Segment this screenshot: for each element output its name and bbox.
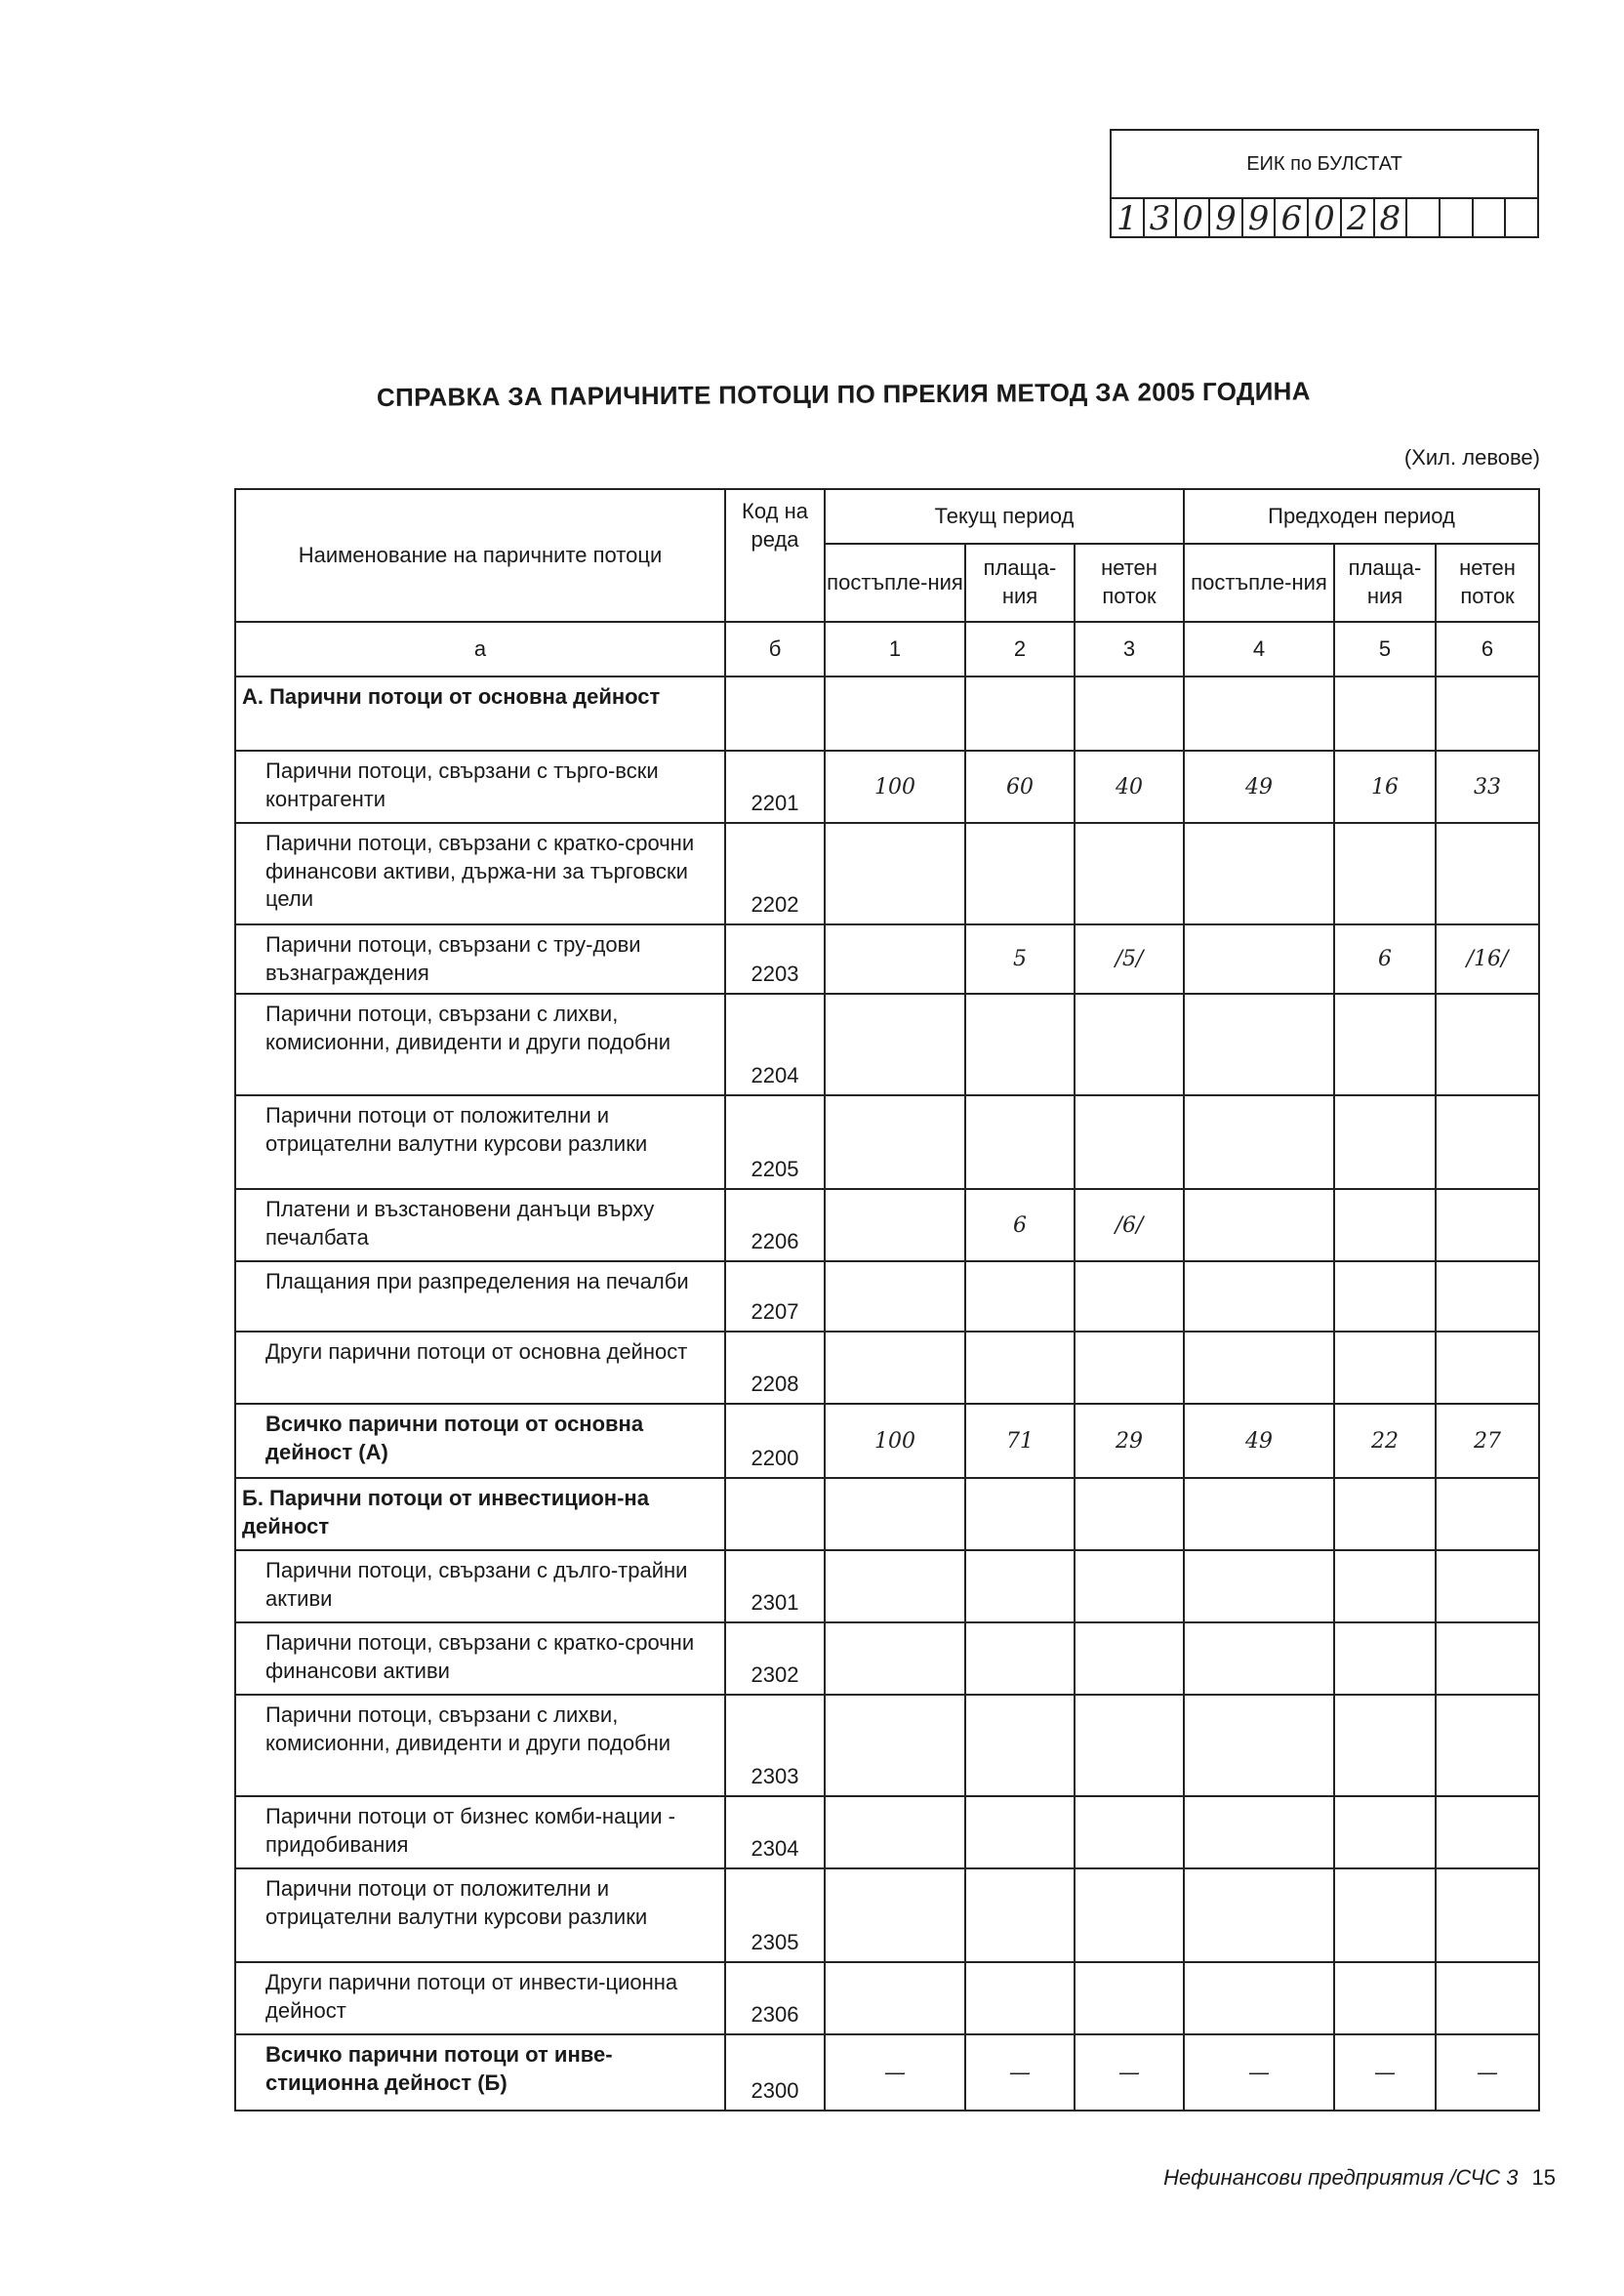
row-code: 2305 [725,1868,825,1962]
row-label: Други парични потоци от основна дейност [235,1332,725,1404]
value-cell [1184,823,1334,924]
value-cell: 22 [1334,1404,1436,1478]
value-cell: /6/ [1075,1189,1184,1261]
value-cell [1075,1478,1184,1550]
value-cell [1334,676,1436,751]
value-cell [1184,1478,1334,1550]
eik-digit-cell: 1 [1112,199,1145,238]
value-cell [1334,994,1436,1095]
value-cell [1184,1796,1334,1868]
value-cell [1184,1261,1334,1332]
value-cell [1184,1095,1334,1189]
row-code: 2303 [725,1695,825,1796]
value-cell: — [1436,2034,1539,2111]
eik-digit-cell: 6 [1276,199,1309,238]
table-row [235,924,1539,994]
header-current-payments: плаща-ния [965,544,1075,622]
eik-digit-cell: 9 [1210,199,1243,238]
value-cell [1334,1332,1436,1404]
section-row [235,1478,1539,1550]
value-cell [1334,823,1436,924]
value-cell [825,1622,965,1695]
eik-digit-cell: 3 [1145,199,1178,238]
value-cell [1334,1622,1436,1695]
page-title: СПРАВКА ЗА ПАРИЧНИТЕ ПОТОЦИ ПО ПРЕКИЯ МЕТОД ЗА 2005 ГОДИНА [376,376,1311,412]
row-code: 2300 [725,2034,825,2111]
value-cell [825,1962,965,2034]
value-cell [1436,1261,1539,1332]
value-cell: 27 [1436,1404,1539,1478]
value-cell [1334,1095,1436,1189]
value-cell [1075,1332,1184,1404]
column-index-row [235,622,1539,676]
row-label: Парични потоци, свързани с търго-вски контрагенти [235,751,725,823]
value-cell [1184,1695,1334,1796]
table-row [235,1962,1539,2034]
table-body [235,676,1539,2111]
value-cell [965,1095,1075,1189]
value-cell: 100 [825,1404,965,1478]
row-code [725,676,825,751]
row-label: А. Парични потоци от основна дейност [235,676,725,751]
eik-digit-cell [1441,199,1474,238]
value-cell [1075,1796,1184,1868]
row-code: 2208 [725,1332,825,1404]
row-label: Всичко парични потоци от основна дейност (А) [235,1404,725,1478]
value-cell [1436,676,1539,751]
eik-digits [1112,199,1537,238]
row-label: Парични потоци, свързани с лихви, комисионни, дивиденти и други подобни [235,994,725,1095]
value-cell [1184,676,1334,751]
value-cell [1184,1868,1334,1962]
row-label: Парични потоци, свързани с тру-дови възнаграждения [235,924,725,994]
value-cell: — [1334,2034,1436,2111]
table-row [235,1695,1539,1796]
row-code: 2304 [725,1796,825,1868]
row-label: Парични потоци от положителни и отрицателни валутни курсови разлики [235,1095,725,1189]
value-cell [1436,1695,1539,1796]
eik-digit-cell: 9 [1243,199,1277,238]
value-cell: /5/ [1075,924,1184,994]
value-cell [1075,1695,1184,1796]
value-cell [1075,994,1184,1095]
header-name: Наименование на паричните потоци [235,489,725,622]
row-label: Парични потоци от положителни и отрицателни валутни курсови разлики [235,1868,725,1962]
table-row [235,1796,1539,1868]
row-code: 2207 [725,1261,825,1332]
value-cell [1334,1478,1436,1550]
table-row [235,1261,1539,1332]
column-index: 2 [965,622,1075,676]
header-code: Код на реда [725,489,825,622]
row-code: 2203 [725,924,825,994]
value-cell: 6 [1334,924,1436,994]
eik-digit-cell [1407,199,1441,238]
column-index: 1 [825,622,965,676]
value-cell [1334,1550,1436,1622]
value-cell [1334,1796,1436,1868]
value-cell [1436,823,1539,924]
eik-digit-cell [1506,199,1537,238]
row-code: 2206 [725,1189,825,1261]
value-cell [825,1261,965,1332]
row-label: Парични потоци, свързани с кратко-срочни финансови активи [235,1622,725,1695]
value-cell [825,1550,965,1622]
column-index: а [235,622,725,676]
unit-note: (Хил. левове) [1403,445,1540,470]
value-cell [1184,1550,1334,1622]
value-cell: /16/ [1436,924,1539,994]
row-label: Парични потоци, свързани с кратко-срочни финансови активи, държа-ни за търговски цели [235,823,725,924]
value-cell [825,676,965,751]
value-cell [1436,1550,1539,1622]
row-code: 2202 [725,823,825,924]
page-number: 15 [1531,2165,1556,2190]
row-code: 2200 [725,1404,825,1478]
row-code: 2204 [725,994,825,1095]
value-cell [965,1261,1075,1332]
value-cell [965,1695,1075,1796]
row-code: 2306 [725,1962,825,2034]
row-code: 2201 [725,751,825,823]
value-cell [965,823,1075,924]
row-code: 2302 [725,1622,825,1695]
value-cell: 49 [1184,751,1334,823]
value-cell [1436,994,1539,1095]
table-row [235,1550,1539,1622]
row-label: Б. Парични потоци от инвестицион-на дейност [235,1478,725,1550]
footer-text: Нефинансови предприятия /СЧС 3 [1163,2165,1519,2190]
eik-label: ЕИК по БУЛСТАТ [1112,131,1537,199]
value-cell [825,1796,965,1868]
value-cell [965,1962,1075,2034]
table-row [235,1868,1539,1962]
table-row [235,751,1539,823]
value-cell [1184,1622,1334,1695]
column-index: 5 [1334,622,1436,676]
value-cell: — [1075,2034,1184,2111]
value-cell: 6 [965,1189,1075,1261]
column-index: 6 [1436,622,1539,676]
value-cell [825,1095,965,1189]
value-cell [1075,1550,1184,1622]
value-cell: 100 [825,751,965,823]
value-cell [1436,1868,1539,1962]
value-cell [825,1189,965,1261]
header-previous-net: нетен поток [1436,544,1539,622]
table-row [235,1622,1539,1695]
table-row [235,1189,1539,1261]
row-label: Парични потоци от бизнес комби-нации - придобивания [235,1796,725,1868]
value-cell [1075,1261,1184,1332]
header-previous-period: Предходен период [1184,489,1539,544]
column-index: 4 [1184,622,1334,676]
value-cell [965,1478,1075,1550]
value-cell: 60 [965,751,1075,823]
row-label: Други парични потоци от инвести-ционна дейност [235,1962,725,2034]
column-index: 3 [1075,622,1184,676]
value-cell [1334,1962,1436,2034]
value-cell: 71 [965,1404,1075,1478]
value-cell [1075,1622,1184,1695]
value-cell [1184,994,1334,1095]
total-row [235,1404,1539,1478]
row-code: 2301 [725,1550,825,1622]
value-cell [965,994,1075,1095]
row-label: Всичко парични потоци от инве-стиционна дейност (Б) [235,2034,725,2111]
header-current-receipts: постъпле-ния [825,544,965,622]
value-cell [1334,1189,1436,1261]
value-cell [1184,1189,1334,1261]
value-cell [1075,676,1184,751]
value-cell [825,1868,965,1962]
value-cell [825,924,965,994]
eik-digit-cell: 0 [1177,199,1210,238]
value-cell [965,1868,1075,1962]
eik-box [1110,129,1539,238]
footer [1163,2165,1556,2191]
value-cell [965,1550,1075,1622]
row-label: Плащания при разпределения на печалби [235,1261,725,1332]
value-cell [1436,1332,1539,1404]
value-cell: 29 [1075,1404,1184,1478]
header-previous-payments: плаща-ния [1334,544,1436,622]
table-row [235,823,1539,924]
value-cell [825,994,965,1095]
value-cell [1436,1622,1539,1695]
value-cell [965,1622,1075,1695]
value-cell [1436,1796,1539,1868]
value-cell [1436,1189,1539,1261]
eik-digit-cell: 2 [1342,199,1375,238]
row-code: 2205 [725,1095,825,1189]
cash-flow-table [234,488,1540,2112]
value-cell [1436,1095,1539,1189]
eik-digit-cell: 0 [1309,199,1342,238]
table-row [235,994,1539,1095]
value-cell [965,1796,1075,1868]
value-cell [825,1695,965,1796]
value-cell [1075,823,1184,924]
row-code [725,1478,825,1550]
value-cell [1075,1962,1184,2034]
value-cell [1436,1478,1539,1550]
value-cell [825,823,965,924]
value-cell [1334,1868,1436,1962]
value-cell [1334,1695,1436,1796]
row-label: Парични потоци, свързани с лихви, комисионни, дивиденти и други подобни [235,1695,725,1796]
value-cell: 49 [1184,1404,1334,1478]
row-label: Парични потоци, свързани с дълго-трайни активи [235,1550,725,1622]
row-label: Платени и възстановени данъци върху печалбата [235,1189,725,1261]
value-cell [1184,1962,1334,2034]
table-row [235,1095,1539,1189]
header-current-net: нетен поток [1075,544,1184,622]
value-cell: 5 [965,924,1075,994]
eik-digit-cell: 8 [1375,199,1408,238]
value-cell: — [825,2034,965,2111]
header-previous-receipts: постъпле-ния [1184,544,1334,622]
value-cell [1334,1261,1436,1332]
section-row [235,676,1539,751]
value-cell [825,1332,965,1404]
eik-digit-cell [1474,199,1507,238]
value-cell [1184,1332,1334,1404]
value-cell [1184,924,1334,994]
total-row [235,2034,1539,2111]
value-cell [825,1478,965,1550]
value-cell: — [965,2034,1075,2111]
value-cell [1075,1868,1184,1962]
value-cell: 33 [1436,751,1539,823]
value-cell: — [1184,2034,1334,2111]
header-current-period: Текущ период [825,489,1184,544]
value-cell: 40 [1075,751,1184,823]
value-cell: 16 [1334,751,1436,823]
value-cell [965,1332,1075,1404]
value-cell [1075,1095,1184,1189]
value-cell [1436,1962,1539,2034]
table-row [235,1332,1539,1404]
value-cell [965,676,1075,751]
column-index: б [725,622,825,676]
